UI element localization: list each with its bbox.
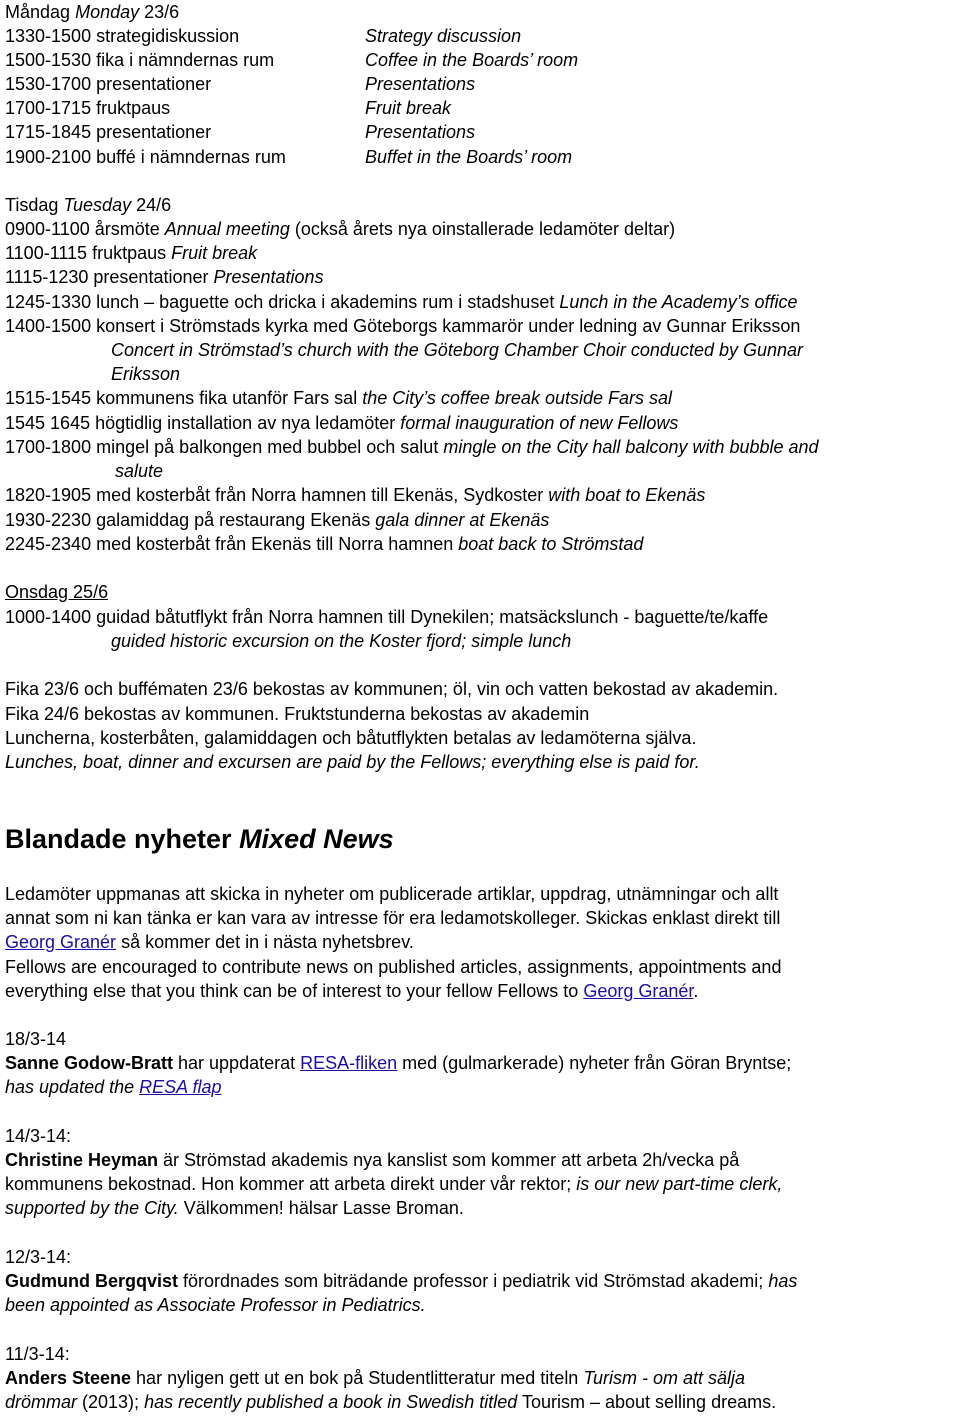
news-intro: Ledamöter uppmanas att skicka in nyheter om publicerade artiklar, uppdrag, utnämningar och allt	[5, 884, 779, 904]
news-item: kommunens bekostnad. Hon kommer att arbeta direkt under vår rektor; is our new part-time clerk,	[5, 1174, 783, 1194]
schedule-row: 1115-1230 presentationer Presentations	[5, 267, 324, 287]
news-intro: annat som ni kan tänka er kan vara av intresse för era ledamotskolleger. Skickas enklast direkt till	[5, 908, 781, 928]
news-item: Sanne Godow-Bratt har uppdaterat RESA-fliken med (gulmarkerade) nyheter från Göran Bryntse;	[5, 1053, 792, 1073]
news-item: Anders Steene har nyligen gett ut en bok på Studentlitteratur med titeln Turism - om att sälja	[5, 1368, 746, 1388]
day-date: 23/6	[144, 2, 180, 22]
cost-note: Fika 24/6 bekostas av kommunen. Fruktstunderna bekostas av akademin	[5, 704, 590, 724]
georg-graner-link[interactable]: Georg Granér	[5, 932, 117, 952]
cost-note-en: Lunches, boat, dinner and excursen are paid by the Fellows; everything else is paid for.	[5, 752, 700, 772]
schedule-row: 1100-1115 fruktpaus Fruit break	[5, 243, 258, 263]
news-heading: Blandade nyheter Mixed News	[5, 824, 394, 854]
news-item: drömmar (2013); has recently published a book in Swedish titled Tourism – about selling dreams.	[5, 1392, 777, 1412]
schedule-row-en: salute	[115, 461, 164, 481]
news-intro-en: everything else that you think can be of interest to your fellow Fellows to Georg Granér.	[5, 981, 699, 1001]
news-date: 18/3-14	[5, 1029, 67, 1049]
schedule-row: 1930-2230 galamiddag på restaurang Ekenäs gala dinner at Ekenäs	[5, 510, 550, 530]
georg-graner-link[interactable]: Georg Granér	[583, 981, 694, 1001]
news-intro-en: Fellows are encouraged to contribute news on published articles, assignments, appointments and	[5, 957, 782, 977]
schedule-row-en: Coffee in the Boards’ room	[365, 50, 579, 70]
schedule-row-en: guided historic excursion on the Koster fjord; simple lunch	[111, 631, 572, 651]
news-date: 11/3-14:	[5, 1344, 70, 1364]
resa-fliken-link[interactable]: RESA-fliken	[300, 1053, 398, 1073]
monday-heading	[5, 0, 179, 24]
news-intro: Georg Granér så kommer det in i nästa nyhetsbrev.	[5, 932, 414, 952]
schedule-row-en: Buffet in the Boards’ room	[365, 147, 573, 167]
day-label-en: Monday	[75, 2, 140, 22]
news-item: Christine Heyman är Strömstad akademis nya kanslist som kommer att arbeta 2h/vecka på	[5, 1150, 740, 1170]
day-label-sv: Måndag	[5, 2, 71, 22]
schedule-row: 1545 1645 högtidlig installation av nya ledamöter formal inauguration of new Fellows	[5, 413, 679, 433]
person-name: Gudmund Bergqvist	[5, 1271, 179, 1291]
schedule-row: 1530-1700 presentationer	[5, 74, 212, 94]
schedule-row-en: Strategy discussion	[365, 26, 522, 46]
news-item: supported by the City. Välkommen! hälsar Lasse Broman.	[5, 1198, 464, 1218]
news-date: 12/3-14:	[5, 1247, 72, 1267]
news-item: Gudmund Bergqvist förordnades som biträdande professor i pediatrik vid Strömstad akademi; has	[5, 1271, 798, 1291]
news-date: 14/3-14:	[5, 1126, 72, 1146]
day-label-sv: Tisdag	[5, 195, 59, 215]
schedule-row-en: Concert in Strömstad’s church with the Göteborg Chamber Choir conducted by Gunnar	[111, 340, 804, 360]
schedule-row: 1330-1500 strategidiskussion	[5, 26, 240, 46]
schedule-row: 1245-1330 lunch – baguette och dricka i akademins rum i stadshuset Lunch in the Academy’s office	[5, 292, 798, 312]
day-label-en: Tuesday	[63, 195, 132, 215]
person-name: Christine Heyman	[5, 1150, 159, 1170]
schedule-row: 1500-1530 fika i nämndernas rum	[5, 50, 275, 70]
schedule-row-en: Eriksson	[111, 364, 181, 384]
person-name: Sanne Godow-Bratt	[5, 1053, 174, 1073]
schedule-row: 1700-1800 mingel på balkongen med bubbel och salut mingle on the City hall balcony with bubble and	[5, 437, 819, 457]
wednesday-heading: Onsdag 25/6	[5, 582, 109, 602]
schedule-row: 1900-2100 buffé i nämndernas rum	[5, 147, 286, 167]
schedule-row: 1820-1905 med kosterbåt från Norra hamnen till Ekenäs, Sydkoster with boat to Ekenäs	[5, 485, 706, 505]
news-item: been appointed as Associate Professor in Pediatrics.	[5, 1295, 426, 1315]
schedule-row: 1715-1845 presentationer	[5, 122, 212, 142]
cost-note: Luncherna, kosterbåten, galamiddagen och båtutflykten betalas av ledamöterna själva.	[5, 728, 697, 748]
schedule-row-en: Presentations	[365, 74, 476, 94]
cost-note: Fika 23/6 och buffématen 23/6 bekostas av kommunen; öl, vin och vatten bekostad av akademin.	[5, 679, 779, 699]
schedule-row: 1700-1715 fruktpaus	[5, 98, 171, 118]
schedule-row: 1000-1400 guidad båtutflykt från Norra hamnen till Dynekilen; matsäckslunch - baguette/te/kaffe	[5, 607, 769, 627]
schedule-row: 2245-2340 med kosterbåt från Ekenäs till Norra hamnen boat back to Strömstad	[5, 534, 644, 554]
person-name: Anders Steene	[5, 1368, 132, 1388]
resa-flap-link[interactable]: RESA flap	[139, 1077, 222, 1097]
news-item: has updated the RESA flap	[5, 1077, 222, 1097]
tuesday-heading	[5, 193, 171, 217]
schedule-row: 1400-1500 konsert i Strömstads kyrka med Göteborgs kammarör under ledning av Gunnar Eriksson	[5, 316, 801, 336]
schedule-row-en: Presentations	[365, 122, 476, 142]
schedule-row-en: Fruit break	[365, 98, 452, 118]
schedule-row: 0900-1100 årsmöte Annual meeting (också årets nya oinstallerade ledamöter deltar)	[5, 219, 676, 239]
day-date: 24/6	[136, 195, 172, 215]
schedule-row: 1515-1545 kommunens fika utanför Fars sal the City’s coffee break outside Fars sal	[5, 388, 673, 408]
